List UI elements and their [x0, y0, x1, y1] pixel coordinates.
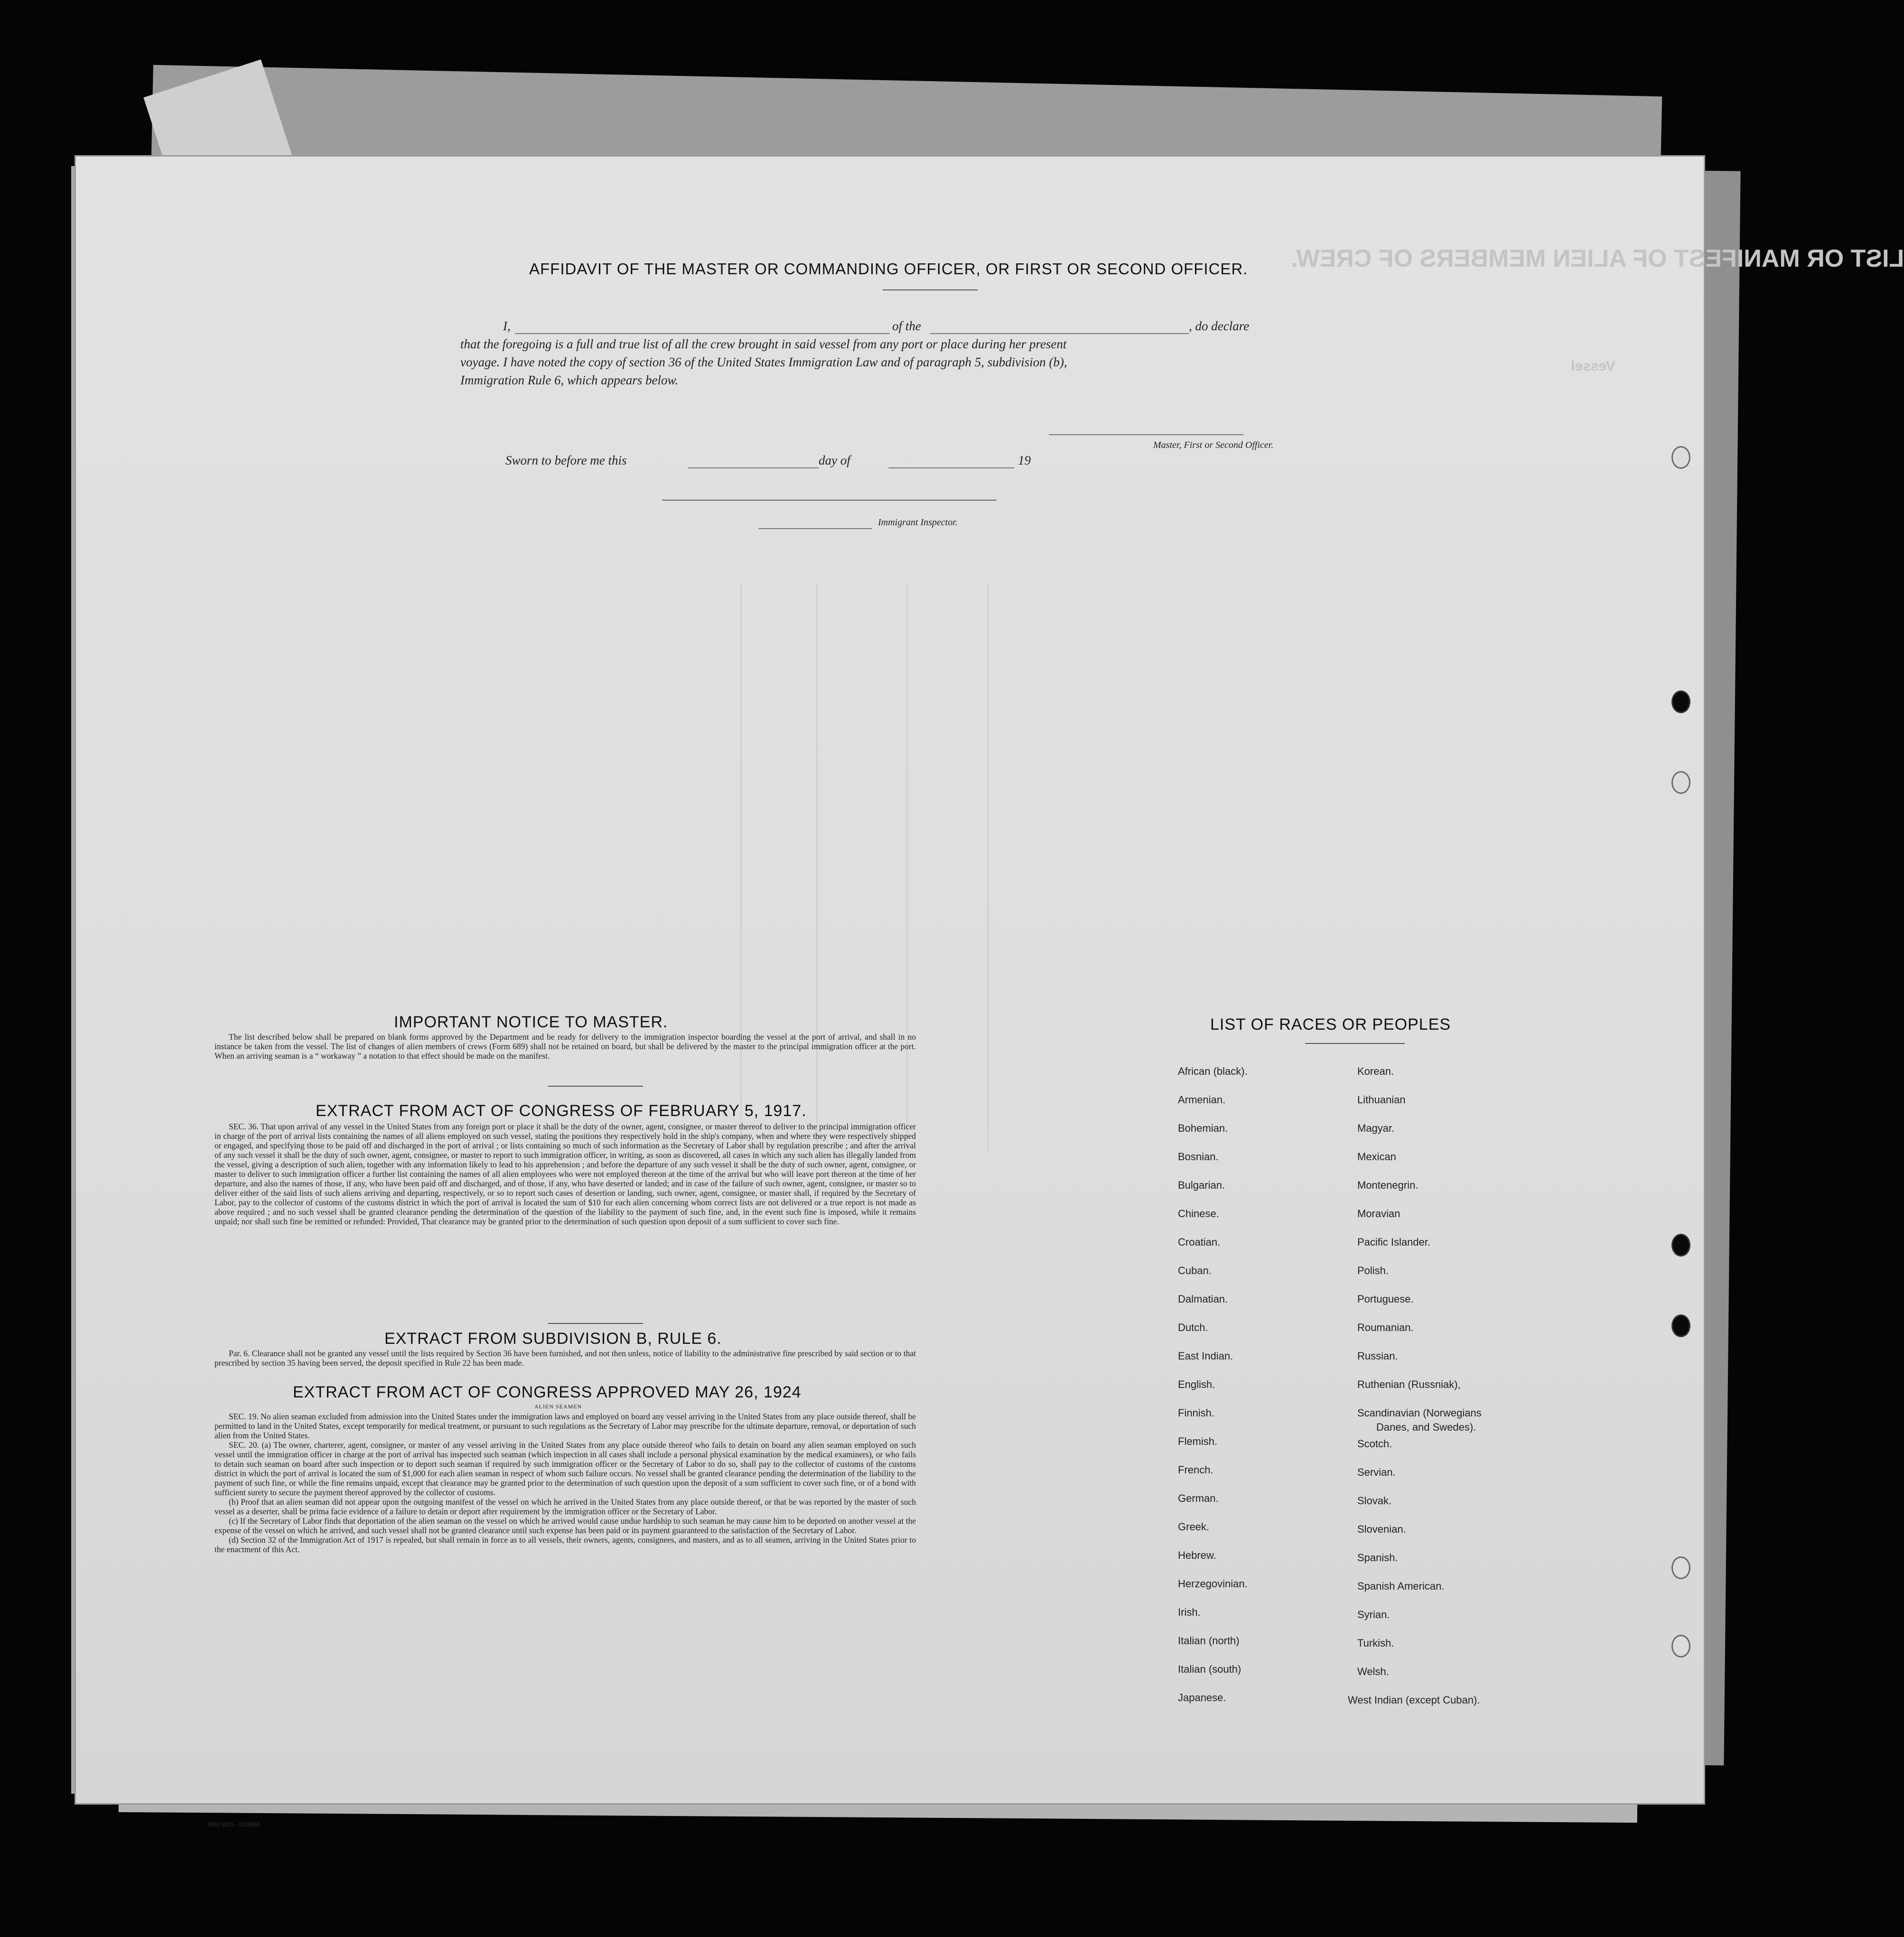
- extract-1917-body: [215, 1122, 916, 1226]
- race-left-item: Bulgarian.: [1178, 1179, 1225, 1191]
- ghost-heading: LIST OR MANIFEST OF ALIEN MEMBERS OF CREW.: [1291, 245, 1904, 272]
- sec-20b-text: (b) Proof that an alien seaman did not appear upon the outgoing manifest of the vessel on which he arrived in the United States from any place outside thereof, or that he was reported by the master of such vessel as a deserter, shall be prima facie evidence of a failure to detain or deport after requirement by the immigration officer or the Secretary of Labor.: [215, 1497, 916, 1516]
- races-title: LIST OF RACES OR PEOPLES: [1210, 1015, 1451, 1034]
- notice-title: IMPORTANT NOTICE TO MASTER.: [394, 1013, 668, 1031]
- race-left-item: Croatian.: [1178, 1236, 1221, 1248]
- race-right-item: Mexican: [1357, 1151, 1396, 1163]
- race-left-item: Flemish.: [1178, 1435, 1218, 1447]
- extract-1924-body: [215, 1412, 916, 1554]
- race-left-item: Bosnian.: [1178, 1151, 1219, 1163]
- race-left-item: Finnish.: [1178, 1407, 1215, 1419]
- race-left-item: German.: [1178, 1492, 1219, 1504]
- day-of-label: day of: [819, 453, 850, 467]
- race-right-item: West Indian (except Cuban).: [1348, 1694, 1480, 1706]
- race-left-item: English.: [1178, 1378, 1215, 1390]
- race-right-item: Slovak.: [1357, 1495, 1392, 1507]
- race-right-item: Pacific Islander.: [1357, 1236, 1431, 1248]
- affidavit-text-line-2: that the foregoing is a full and true list of all the crew brought in said vessel from any port or place during her present: [460, 337, 1067, 351]
- master-signature-line[interactable]: [1049, 434, 1243, 435]
- alien-seamen-subtitle: ALIEN SEAMEN: [534, 1403, 582, 1410]
- race-left-item: African (black).: [1178, 1065, 1248, 1077]
- sworn-label: Sworn to before me this: [505, 453, 627, 467]
- sec-20d-text: (d) Section 32 of the Immigration Act of 1917 is repealed, but shall remain in force as to all vessels, their owners, agents, consignees, and masters, and as to all seamen, arriving in the United States prior to the enactment of this Act.: [215, 1535, 916, 1554]
- race-left-item: Cuban.: [1178, 1265, 1212, 1276]
- race-left-item: Japanese.: [1178, 1692, 1226, 1704]
- sec-19-text: SEC. 19. No alien seaman excluded from admission into the United States under the immigration laws and employed on board any vessel arriving in the United States from any place outside thereof, shall be permitted to land in the United States, except temporarily for medical treatment, or pursuant to such regulations as the Secretary of Labor may prescribe for the ultimate departure, removal, or deportation of such alien from the United States.: [215, 1412, 916, 1440]
- race-right-item: Welsh.: [1357, 1666, 1389, 1677]
- race-left-item: Greek.: [1178, 1521, 1210, 1533]
- rule-6-body: [215, 1349, 916, 1368]
- race-right-item: Syrian.: [1357, 1609, 1390, 1620]
- race-right-item: Montenegrin.: [1357, 1179, 1419, 1191]
- race-right-item: Roumanian.: [1357, 1322, 1414, 1333]
- ghost-column-line: [987, 584, 989, 1153]
- ghost-column-line: [816, 584, 818, 1153]
- section-36-text: SEC. 36. That upon arrival of any vessel in the United States from any foreign port or place it shall be the duty of the owner, agent, consignee, or master thereof to deliver to the principal immigration officer in charge of the port of arrival lists containing the names of all aliens employed on such vessel, stating the positions they respectively hold in the ship's company, when and where they were respectively shipped or engaged, and specifying those to be paid off and discharged in the port of arrival ; or lists containing so much of such information as the Secretary of Labor shall by regulation prescribe ; and after the arrival of any such vessel it shall be the duty of such owner, agent, consignee, or master to report to such immigration officer, in writing, as soon as discovered, all cases in which any such alien has illegally landed from the vessel, giving a description of such alien, together with any information likely to lead to his apprehension ; and before the departure of any such vessel it shall be the duty of such owner, agent, consignee, or master to deliver to such immigration officer a further list containing the names of all alien employees who were not employed thereon at the time of the arrival but who will leave port thereon at the time of her departure, and also the names of those, if any, who have been paid off and discharged, and of those, if any, who have deserted or landed; and in case of the failure of such owner, agent, consignee, or master so to deliver either of the said lists of such aliens arriving and departing, respectively, or so to report such cases of desertion or landing, such owner, agent, consignee, or master shall, if required by the Secretary of Labor, pay to the collector of customs of the customs district in which the port of arrival is located the sum of $10 for each alien concerning whom correct lists are not delivered or a true report is not made as above required ; and no such vessel shall be granted clearance pending the determination of the question of the liability to the payment of such fine, and, in the event such fine is imposed, while it remains unpaid; nor shall such fine be remitted or refunded: Provided, That clearance may be granted prior to the determination of such question upon deposit of a sum sufficient to cover such fine.: [215, 1122, 916, 1226]
- race-left-item: Irish.: [1178, 1606, 1201, 1618]
- race-right-item: Lithuanian: [1357, 1094, 1406, 1106]
- extract-1924-title: EXTRACT FROM ACT OF CONGRESS APPROVED MAY 26, 1924: [293, 1383, 802, 1401]
- race-left-item: Armenian.: [1178, 1094, 1226, 1106]
- race-left-item: Herzegovinian.: [1178, 1578, 1248, 1590]
- race-left-item: Bohemian.: [1178, 1122, 1228, 1134]
- affidavit-of-the-label: of the: [892, 319, 921, 333]
- race-right-item: Magyar.: [1357, 1122, 1395, 1134]
- ghost-column-line: [740, 584, 742, 1153]
- form-code: 6000 8/23—25/3604: [208, 1821, 260, 1828]
- inspector-signature-line[interactable]: [758, 528, 872, 529]
- punch-hole: [1671, 446, 1690, 469]
- race-left-item: East Indian.: [1178, 1350, 1233, 1362]
- affidavit-title: AFFIDAVIT OF THE MASTER OR COMMANDING OFFICER, OR FIRST OR SECOND OFFICER.: [529, 260, 1248, 278]
- rule-6-title: EXTRACT FROM SUBDIVISION B, RULE 6.: [384, 1330, 722, 1348]
- punch-hole: [1671, 771, 1690, 794]
- race-right-item: Ruthenian (Russniak),: [1357, 1378, 1461, 1390]
- races-title-rule: [1305, 1043, 1405, 1044]
- affidavit-title-rule: [883, 289, 978, 290]
- race-right-item: Moravian: [1357, 1208, 1400, 1220]
- race-right-item: Servian.: [1357, 1466, 1396, 1478]
- race-left-item: Dalmatian.: [1178, 1293, 1228, 1305]
- punch-hole: [1671, 1556, 1690, 1579]
- affidavit-i-label: I,: [503, 319, 511, 333]
- race-left-item: Hebrew.: [1178, 1549, 1216, 1561]
- notice-body: [215, 1032, 916, 1061]
- race-right-item: Polish.: [1357, 1265, 1389, 1276]
- document-page: [76, 157, 1904, 1803]
- punch-hole: [1671, 690, 1690, 713]
- sworn-month-line[interactable]: [888, 467, 1014, 468]
- affidavit-vessel-line[interactable]: [930, 333, 1189, 334]
- race-right-item: Spanish American.: [1357, 1580, 1445, 1592]
- race-right-item: Danes, and Swedes).: [1376, 1421, 1476, 1433]
- affidavit-text-line-4: Immigration Rule 6, which appears below.: [460, 373, 679, 387]
- ghost-vessel: Vessel: [1571, 358, 1615, 374]
- ghost-column-line: [906, 584, 908, 1153]
- extract-1917-rule: [548, 1323, 643, 1324]
- sworn-day-line[interactable]: [688, 467, 819, 468]
- race-left-item: Dutch.: [1178, 1322, 1208, 1333]
- master-signature-label: Master, First or Second Officer.: [1153, 440, 1274, 450]
- race-right-item: Spanish.: [1357, 1552, 1398, 1564]
- race-left-item: Chinese.: [1178, 1208, 1219, 1220]
- affidavit-section-rule: [662, 500, 997, 501]
- race-right-item: Slovenian.: [1357, 1523, 1406, 1535]
- sec-20c-text: (c) If the Secretary of Labor finds that deportation of the alien seaman on the vessel on which he arrived would cause undue hardship to such seaman he may cause him to be deported on another vessel at the expense of the vessel on which he arrived, and such vessel shall not be granted clearance until such expense has been paid or its payment guaranteed to the satisfaction of the Secretary of Labor.: [215, 1516, 916, 1535]
- inspector-label: Immigrant Inspector.: [878, 517, 958, 528]
- notice-text: The list described below shall be prepared on blank forms approved by the Department and be ready for delivery to the immigration inspector boarding the vessel at the port of arrival, and shall in no instance be taken from the vessel. The list of changes of alien members of crews (Form 689) shall not be retained on board, but shall be delivered by the master to the principal immigration officer at the port. When an arriving seaman is a “ workaway ” a notation to that effect should be made on the manifest.: [215, 1032, 916, 1061]
- affidavit-text-line-3: voyage. I have noted the copy of section 36 of the United States Immigration Law and of paragraph 5, subdivision (b),: [460, 355, 1067, 369]
- sec-20a-text: SEC. 20. (a) The owner, charterer, agent, consignee, or master of any vessel arriving in the United States from any place outside thereof who fails to detain on board any alien seaman employed on such vessel until the immigration officer in charge at the port of arrival has inspected such seaman (which inspection in all cases shall include a personal physical examination by the medical examiners), or who fails to detain such seaman on board after such inspection or to deport such seaman if required by such immigration officer or the Secretary of Labor to do so, shall pay to the collector of customs of the customs district in which the port of arrival is located the sum of $1,000 for each alien seaman in respect of whom such failure occurs. No vessel shall be granted clearance pending the determination of the liability to the payment of such fine, or while the fine remains unpaid, except that clearance may be granted prior to the determination of such question upon the deposit of a sum sufficient to cover such fine, or of a bond with sufficient surety to secure the payment thereof approved by the collector of customs.: [215, 1440, 916, 1497]
- race-right-item: Scotch.: [1357, 1438, 1392, 1450]
- notice-rule: [548, 1086, 643, 1087]
- punch-hole: [1671, 1314, 1690, 1337]
- race-right-item: Scandinavian (Norwegians: [1357, 1407, 1482, 1419]
- punch-hole: [1671, 1635, 1690, 1658]
- race-left-item: Italian (north): [1178, 1635, 1240, 1647]
- affidavit-name-line[interactable]: [515, 333, 890, 334]
- race-right-item: Russian.: [1357, 1350, 1398, 1362]
- race-left-item: French.: [1178, 1464, 1213, 1476]
- rule-6-text: Par. 6. Clearance shall not be granted any vessel until the lists required by Section 36 have been furnished, and not then unless, notice of liability to the administrative fine prescribed by said section or to that prescribed by section 35 having been served, the deposit specified in Rule 22 has been made.: [215, 1349, 916, 1368]
- race-right-item: Portuguese.: [1357, 1293, 1414, 1305]
- punch-hole: [1671, 1234, 1690, 1257]
- sworn-year-label: 19: [1018, 453, 1031, 467]
- race-right-item: Korean.: [1357, 1065, 1394, 1077]
- race-right-item: Turkish.: [1357, 1637, 1394, 1649]
- race-left-item: Italian (south): [1178, 1663, 1241, 1675]
- extract-1917-title: EXTRACT FROM ACT OF CONGRESS OF FEBRUARY 5, 1917.: [316, 1102, 807, 1120]
- affidavit-declare-label: , do declare: [1189, 319, 1250, 333]
